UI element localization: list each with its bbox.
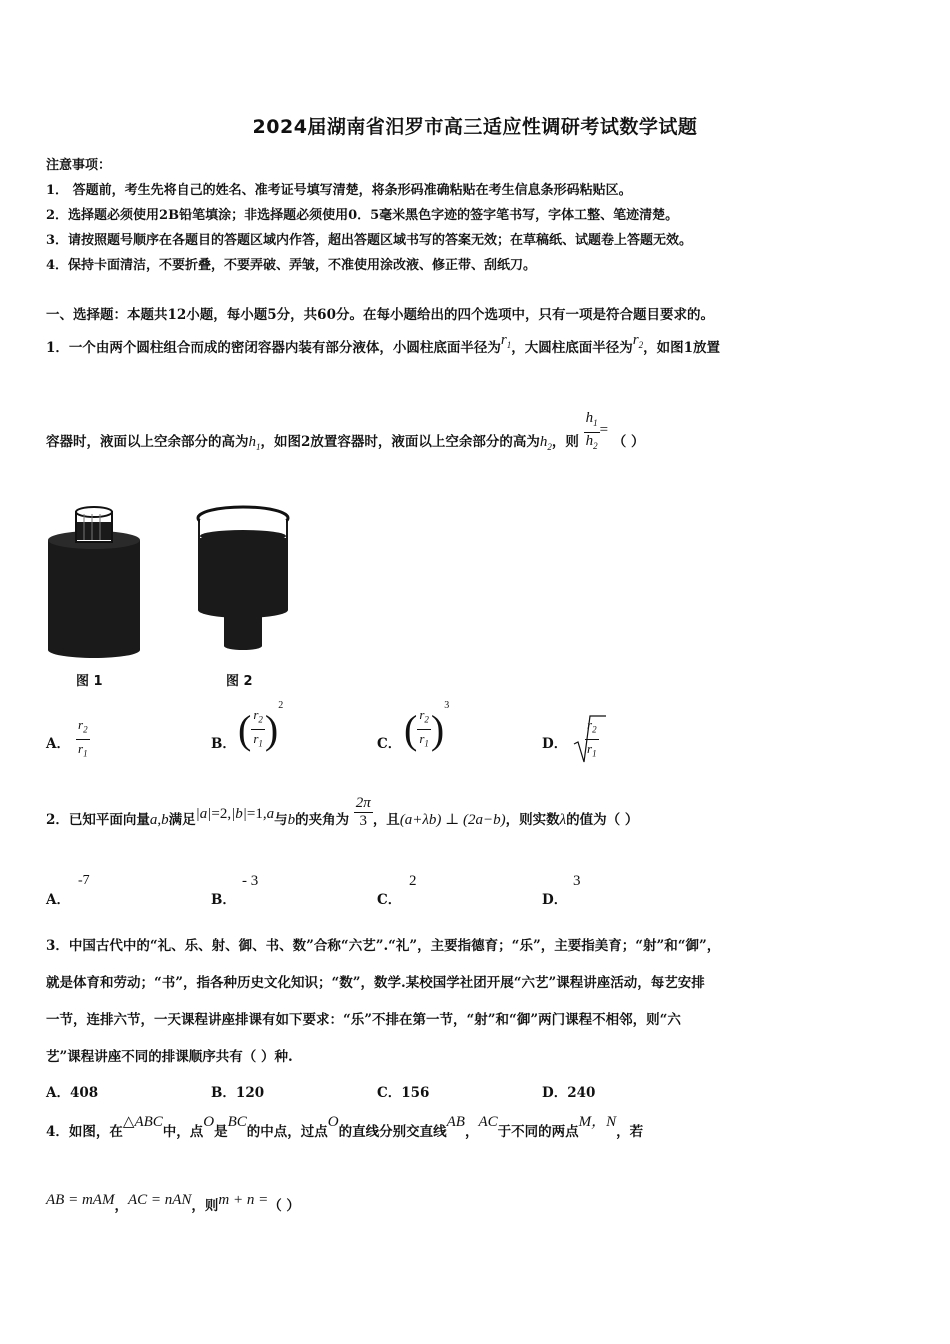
q4-text-b: 中，点: [162, 1124, 204, 1140]
q2-option-b-value: - 3: [242, 873, 259, 889]
q2-lambda: λ: [559, 812, 567, 828]
q2-option-a: A．: [46, 892, 70, 908]
q4-paren: （ ）: [268, 1198, 300, 1214]
q4-line-ab: AB: [446, 1114, 465, 1130]
q4-text-j: ，则: [191, 1198, 219, 1214]
q3-option-d: D．240: [542, 1085, 596, 1101]
q4-line-ac: AC: [478, 1114, 498, 1130]
q1-text-b: ，大圆柱底面半径为: [511, 340, 633, 356]
q2-text-f: ，则实数: [505, 812, 560, 828]
q1-fraction: $\frac{h_1}{h_2}$: [585, 410, 598, 451]
q2-option-a-value: -7: [78, 873, 90, 888]
q2-text-a: 2．已知平面向量: [46, 812, 150, 828]
q2-text-e: ，且: [372, 812, 400, 828]
q1-option-b-expr: ( $\frac{r_2}{r_1}$ )$^2$: [238, 700, 284, 752]
q3-line-1: 3．中国古代中的“礼、乐、射、御、书、数”合称“六艺”.“礼”，主要指德育；“乐”，主要指美育；“射”和“御”，: [46, 938, 721, 954]
q1-line1: [46, 333, 720, 368]
q4-sum: m + n =: [218, 1192, 269, 1208]
q1-option-c-expr: ( $\frac{r_2}{r_1}$ )$^3$: [404, 700, 450, 752]
q4-point-o-2: O: [327, 1114, 339, 1130]
q2-text-b: 满足: [168, 812, 196, 828]
notice-item-4: 4．保持卡面清洁，不要折叠，不要弄破、弄皱，不准使用涂改液、修正带、刮纸刀。: [46, 258, 537, 273]
notice-item-1: 1． 答题前，考生先将自己的姓名、准考证号填写清楚，将条形码准确粘贴在考生信息条形码粘贴区。: [46, 183, 632, 198]
q2-mod-a: |a|: [195, 806, 212, 822]
q1-r1: $r_1$: [500, 332, 512, 350]
q1-text-f: ，则: [551, 434, 579, 450]
q3-line-2: 就是体育和劳动；“书”，指各种历史文化知识；“数”，数学.某校国学社团开展“六艺”课程讲座活动，每艺安排: [46, 975, 705, 991]
q2-line: 2．已知平面向量a,b满足|a|=2,|b|=1,a与b的夹角为 $\frac{2\pi}{3}$ ，且(a+λb) ⊥ (2a−b)，则实数λ的值为（ ）: [46, 795, 639, 829]
q4-line-1: [46, 1112, 643, 1152]
q1-option-c: C．: [377, 736, 402, 752]
q1-equals: =: [599, 422, 609, 438]
page-title: 2024届湖南省汨罗市高三适应性调研考试数学试题: [252, 116, 698, 138]
q2-option-d-value: 3: [573, 873, 581, 889]
q1-text-c: ，如图1放置: [643, 340, 720, 356]
q1-option-d: D．: [542, 736, 568, 752]
q4-text-d: 的中点，过点: [246, 1124, 328, 1140]
q1-h1: $h_1$: [248, 434, 261, 452]
q4-point-o: O: [203, 1114, 215, 1130]
q4-line-2: [46, 1186, 300, 1226]
q3-option-a: A．408: [46, 1085, 99, 1101]
q1-option-a: A．: [46, 736, 70, 752]
q1-text-d: 容器时，液面以上空余部分的高为: [46, 434, 249, 450]
q2-vec-a: a: [149, 812, 158, 828]
q4-segment-bc: BC: [227, 1114, 247, 1130]
q2-option-c: C．: [377, 892, 402, 908]
q2-text-g: 的值为（ ）: [566, 812, 639, 828]
q4-eq-ac: AC = nAN: [127, 1192, 192, 1208]
q4-text-a: 4．如图，在: [46, 1124, 123, 1140]
q2-option-d: D．: [542, 892, 568, 908]
q2-mod-b: |b|: [231, 806, 247, 822]
q1-text-a: 1．一个由两个圆柱组合而成的密闭容器内装有部分液体，小圆柱底面半径为: [46, 340, 501, 356]
q2-text-d: 的夹角为: [295, 812, 350, 828]
q4-text-e: 的直线分别交直线: [338, 1124, 447, 1140]
figure-2: [190, 500, 300, 660]
notice-heading: 注意事项：: [46, 158, 112, 173]
q1-option-a-fraction: $\frac{r_2}{r_1}$: [78, 717, 88, 759]
q2-text-c: 与: [274, 812, 288, 828]
q4-triangle: △ABC: [122, 1114, 163, 1130]
notice-item-2: 2．选择题必须使用2B铅笔填涂；非选择题必须使用0．5毫米黑色字迹的签字笔书写，字体工整、笔迹清楚。: [46, 208, 679, 223]
q4-text-i: ，: [114, 1198, 128, 1214]
q1-h2: $h_2$: [539, 434, 552, 452]
q4-text-c: 是: [214, 1124, 228, 1140]
figure-1-label: 图 1: [76, 674, 103, 689]
q1-text-e: ，如图2放置容器时，液面以上空余部分的高为: [260, 434, 540, 450]
q4-text-g: 于不同的两点: [497, 1124, 579, 1140]
q4-eq-ab: AB = mAM: [46, 1192, 115, 1208]
q1-r2: $r_2$: [632, 332, 644, 350]
figure-2-label: 图 2: [226, 674, 253, 689]
q3-line-3: 一节，连排六节，一天课程讲座排课有如下要求：“乐”不排在第一节，“射”和“御”两门课程不相邻，则“六: [46, 1012, 681, 1028]
q2-perp-expr: (a+λb) ⊥ (2a−b): [399, 812, 506, 828]
q1-line2: [46, 412, 644, 477]
q3-option-c: C．156: [377, 1085, 430, 1101]
notice-item-3: 3．请按照题号顺序在各题目的答题区域内作答，超出答题区域书写的答案无效；在草稿纸、试题卷上答题无效。: [46, 233, 693, 248]
q3-line-4: 艺”课程讲座不同的排课顺序共有（ ）种.: [46, 1049, 293, 1065]
q3-option-b: B．120: [211, 1085, 265, 1101]
q4-text-f: ，: [464, 1124, 479, 1140]
section-heading: 一、选择题：本题共12小题，每小题5分，共60分。在每小题给出的四个选项中，只有一项是符合题目要求的。: [46, 307, 714, 323]
q2-angle-fraction: $\frac{2\pi}{3}$: [355, 795, 371, 829]
q2-vec-b: b: [161, 812, 169, 828]
q1-paren: （ ）: [612, 434, 645, 450]
q1-option-b: B．: [211, 736, 236, 752]
q4-points-mn: M，N: [578, 1114, 617, 1130]
q2-option-b: B．: [211, 892, 236, 908]
figure-1: [44, 500, 154, 660]
q4-text-h: ，若: [616, 1124, 644, 1140]
q2-option-c-value: 2: [409, 873, 417, 889]
q1-option-d-fraction: $\frac{r_2}{r_1}$: [587, 717, 597, 759]
